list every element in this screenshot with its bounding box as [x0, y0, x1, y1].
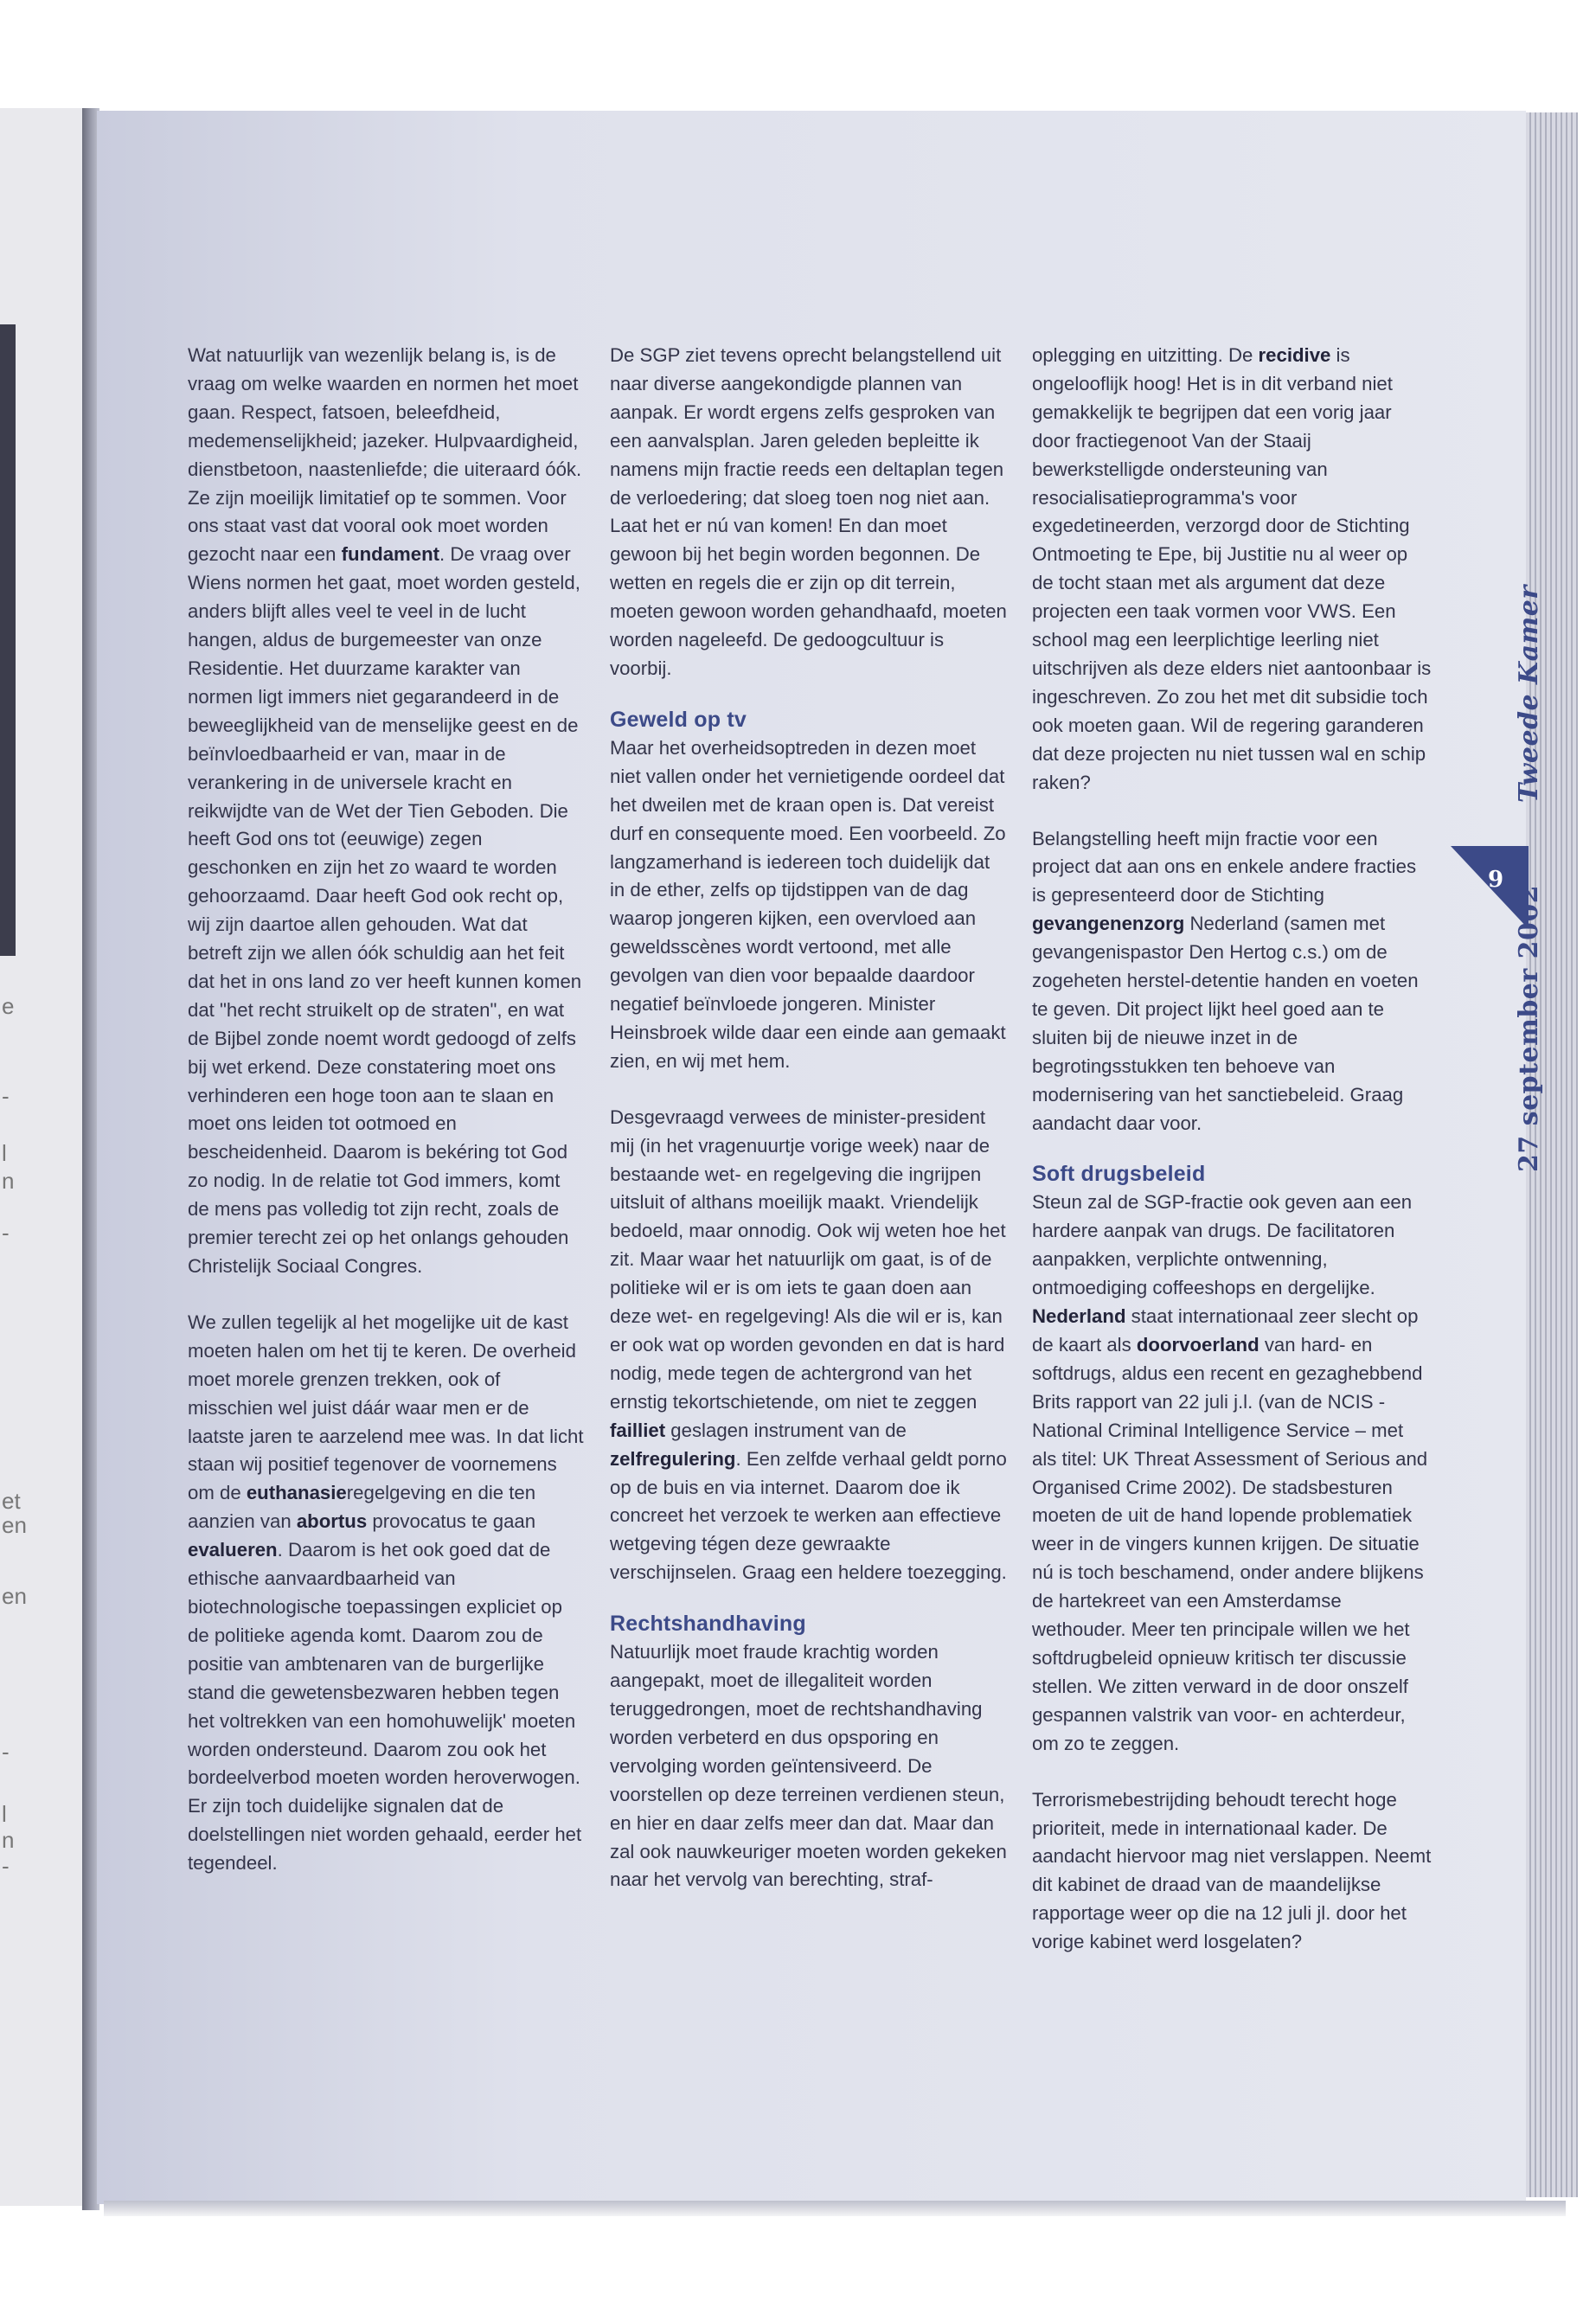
- previous-page-fragment: en: [2, 1512, 27, 1538]
- paragraph: Natuurlijk moet fraude krachtig worden aangepakt, moet de illegaliteit worden teruggedrongen, moet de rechtshandhaving worden verbeterd en dus opsporing en vervolging worden geïntensiveerd. De voorstellen op deze terreinen verdienen steun, en hier en daar zelfs meer dan dat. Maar dan zal ook nauwkeuriger moeten worden gekeken naar het vervolg van berechting, straf-: [610, 1641, 1007, 1891]
- paragraph: Maar het overheidsoptreden in dezen moet niet vallen onder het vernietigende oordeel dat het dweilen met de kraan open is. Dat vereist durf en consequente moed. Een voorbeeld. Zo langzamerhand is iedereen toch duidelijk dat in de ether, zelfs op tijdstippen van de dag waarop jongeren kijken, een overvloed aan geweldsscènes wordt vertoond, met alle gevolgen van dien voor bepaalde daardoor negatief beïnvloede jongeren. Minister Heinsbroek wilde daar een einde aan gemaakt zien, en wij met hem.: [610, 736, 1006, 1072]
- section-heading: Soft drugsbeleid: [1032, 1162, 1206, 1187]
- bold-term: Nederland: [1032, 1305, 1126, 1328]
- paragraph: Belangstelling heeft mijn fractie voor een project dat aan ons en enkele andere fracties is gepresenteerd door de Stichting gevangenenzorg Nederland (samen met gevangenispastor Den Hertog c.s.) om de zogeheten herstel-detentie handen en voeten te geven. Dit project lijkt heel goed aan te sluiten bij de nieuwe inzet in de begrotingsstukken ten behoeve van modernisering van het sanctiebeleid. Graag aandacht daar voor.: [1032, 827, 1419, 1134]
- bold-term: abortus: [296, 1510, 368, 1533]
- paragraph: oplegging en uitzitting. De recidive is ongelooflijk hoog! Het is in dit verband niet gemakkelijk te begrijpen dat een vorig jaar door fractiegenoot Van der Staaij bewerkstelligde ondersteuning van resocialisatieprogramma's voor exgedetineerden, verzorgd door de Stichting Ontmoeting te Epe, bij Justitie nu al weer op de tocht staan met als argument dat deze projecten een taak vormen voor VWS. Een school mag een leerplichtige leerling niet uitschrijven als deze elders niet aantoonbaar is ingeschreven. Zo zou het met dit subsidie toch ook moeten gaan. Wil de regering garanderen dat deze projecten nu niet tussen wal en schip raken?: [1032, 344, 1432, 793]
- paragraph: We zullen tegelijk al het mogelijke uit de kast moeten halen om het tij te keren. De overheid moet morele grenzen trekken, ook of misschien wel juist dáár waar men er de laatste jaren te aarzelend mee was. In dat licht staan wij positief tegenover de voornemens om de euthanasieregelgeving en die ten aanzien van abortus provocatus te gaan evalueren. Daarom is het ook goed dat de ethische aanvaardbaarheid van biotechnologische toepassingen expliciet op de politieke agenda komt. Daarom zou de positie van ambtenaren van de burgerlijke stand die gewetensbezwaren hebben tegen het voltrekken van een homohuwelijk' moeten worden ondersteund. Daarom zou ook het bordeelverbod moeten worden heroverwogen. Er zijn toch duidelijke signalen dat de doelstellingen niet worden gehaald, eerder het tegendeel.: [188, 1311, 584, 1875]
- previous-page-fragment: l: [2, 1140, 7, 1166]
- section-heading: Geweld op tv: [610, 707, 747, 732]
- page-stack-bottom: [104, 2201, 1566, 2216]
- previous-page-fragment: l: [2, 1801, 7, 1827]
- section-heading: Rechtshandhaving: [610, 1612, 806, 1637]
- paragraph: Desgevraagd verwees de minister-president mij (in het vragenuurtje vorige week) naar de bestaande wet- en regelgeving die ingrijpen uitsluit of althans moeilijk maakt. Vriendelijk bedoeld, maar onnodig. Ook wij weten hoe het zit. Maar waar het natuurlijk om gaat, is of de politieke wil er is om iets te gaan doen aan deze wet- en regelgeving! Als die wil er is, kan er ook wat op worden gevonden en dat is hard nodig, mede tegen de achtergrond van het ernstig tekortschietende, om niet te zeggen failliet geslagen instrument van de zelfregulering. Een zelfde verhaal geldt porno op de buis en via internet. Daarom doe ik concreet het verzoek te werken aan effectieve wetgeving tégen deze gewraakte verschijnselen. Graag een heldere toezegging.: [610, 1106, 1007, 1584]
- bold-term: euthanasie: [246, 1482, 347, 1504]
- paragraph: Steun zal de SGP-fractie ook geven aan een hardere aanpak van drugs. De facilitatoren aanpakken, verplichte ontwenning, ontmoediging coffeeshops en dergelijke. Nederland staat internationaal zeer slecht op de kaart als doorvoerland van hard- en softdrugs, aldus een recent en gezaghebbend Brits rapport van 22 juli j.l. (van de NCIS - National Criminal Intelligence Service – met als titel: UK Threat Assessment of Serious and Organised Crime 2002). De stadsbesturen moeten de uit de hand lopende problematiek weer in de vingers kunnen krijgen. De situatie nú is toch beschamend, onder andere blijkens de hartekreet van een Amsterdamse wethouder. Meer ten principale willen we het softdrugbeleid opnieuw kritisch ter discussie stellen. We zitten verward in de door onszelf gespannen valstrik van voor- en achterdeur, om zo te zeggen.: [1032, 1191, 1428, 1754]
- previous-page-fragment: et: [2, 1488, 21, 1514]
- bold-term: zelfregulering: [610, 1447, 736, 1470]
- bold-term: evalueren: [188, 1539, 278, 1561]
- magazine-title: Tweede Kamer: [1514, 585, 1544, 803]
- paragraph: Wat natuurlijk van wezenlijk belang is, is de vraag om welke waarden en normen het moet gaan. Respect, fatsoen, beleefdheid, medemenselijkheid; jazeker. Hulpvaardigheid, dienstbetoon, naastenliefde; die uiteraard óók. Ze zijn moeilijk limitatief op te sommen. Voor ons staat vast dat vooral ook moet worden gezocht naar een fundament. De vraag over Wiens normen het gaat, moet worden gesteld, anders blijft alles veel te veel in de lucht hangen, aldus de burgemeester van onze Residentie. Het duurzame karakter van normen ligt immers niet gegarandeerd in de beweeglijkheid van de menselijke geest en de beïnvloedbaarheid er van, maar in de verankering in de universele kracht en reikwijdte van de Wet der Tien Geboden. Die heeft God ons tot (eeuwige) zegen geschonken en zijn het zo waard te worden gehoorzaamd. Daar heeft God ook recht op, wij zijn daartoe allen gehouden. Wat dat betreft zijn we allen óók schuldig aan het feit dat het in ons land zo ver heeft kunnen komen dat "het recht struikelt op de straten", en wat de Bijbel zonde noemt wordt gedoogd of zelfs bij wet erkend. Deze constatering moet ons verhinderen een hoge toon aan te slaan en moet ons leiden tot ootmoed en bescheidenheid. Daarom is bekéring tot God zo nodig. In de relatie tot God immers, komt de mens pas volledig tot zijn recht, zoals de premier terecht zei op het onlangs gehouden Christelijk Sociaal Congres.: [188, 344, 582, 1277]
- previous-page-fragment: en: [2, 1583, 27, 1609]
- previous-page-fragment: n: [2, 1827, 15, 1853]
- bold-term: recidive: [1258, 344, 1331, 366]
- paragraph: Terrorismebestrijding behoudt terecht hoge prioriteit, mede in internationaal kader. De aandacht hiervoor mag niet verslappen. Neemt dit kabinet de draad van de maandelijkse rapportage weer op die na 12 juli jl. door het vorige kabinet werd losgelaten?: [1032, 1788, 1432, 1953]
- bold-term: gevangenenzorg: [1032, 913, 1185, 935]
- previous-page-fragment: e: [2, 993, 15, 1019]
- issue-date: 27 september 2002: [1514, 884, 1544, 1172]
- text-column-1: [188, 342, 586, 1878]
- previous-page-fragment: -: [2, 1853, 10, 1879]
- bold-term: doorvoerland: [1136, 1334, 1259, 1356]
- previous-page-fragment: -: [2, 1220, 10, 1246]
- text-column-3: [1032, 342, 1432, 1957]
- previous-page-fragment: -: [2, 1083, 10, 1109]
- previous-page-fragment: n: [2, 1168, 15, 1194]
- previous-page-fragment: -: [2, 1739, 10, 1765]
- previous-page-image-strip: [0, 324, 16, 956]
- paragraph: De SGP ziet tevens oprecht belangstellend uit naar diverse aangekondigde plannen van aanpak. Er wordt ergens zelfs gesproken van een aanvalsplan. Jaren geleden bepleitte ik namens mijn fractie reeds een deltaplan tegen de verloedering; dat sloeg toen nog niet aan. Laat het er nú van komen! En dan moet gewoon bij het begin worden begonnen. De wetten en regels die er zijn op dit terrein, moeten gewoon worden gehandhaafd, moeten worden nageleefd. De gedoogcultuur is voorbij.: [610, 344, 1007, 679]
- text-column-2: [610, 342, 1010, 1894]
- bold-term: failliet: [610, 1419, 666, 1441]
- page-number: 9: [1488, 867, 1504, 893]
- bold-term: fundament: [341, 543, 440, 566]
